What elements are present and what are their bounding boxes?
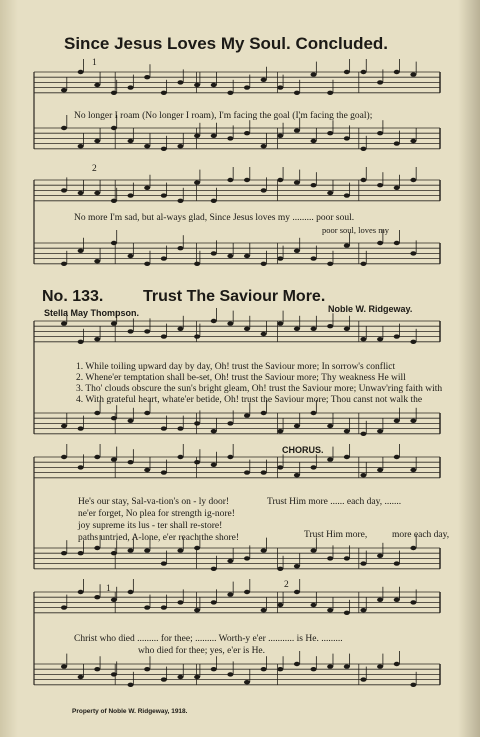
copyright-notice: Property of Noble W. Ridgeway, 1918. <box>72 708 188 715</box>
ending-1-marker: 1 <box>106 584 111 594</box>
final-bass-lyric-line: who died for thee; yes, e'er is He. <box>138 646 266 656</box>
chorus-lyric: Trust Him more ...... each day, ....... <box>267 497 402 507</box>
ending-2-marker: 2 <box>92 164 97 174</box>
lyric-line: poor soul, loves my <box>322 225 390 235</box>
verse-end-line: He's our stay, Sal-va-tion's on - ly door! <box>78 497 230 507</box>
verse-end-line: joy supreme its lus - ter shall re-store! <box>78 521 223 531</box>
verse-line: 1. While toiling upward day by day, Oh! trust the Saviour more; In sorrow's conflict <box>76 362 396 372</box>
ending-1-marker: 1 <box>92 58 97 68</box>
verse-line: 2. Whene'er temptation shall be-set, Oh! trust the Saviour more; Thy weakness He will <box>76 373 406 383</box>
chorus-bass-lyric: more each day, <box>392 530 450 540</box>
hymn-number: No. 133. <box>42 288 104 305</box>
verse-line: 3. Tho' clouds obscure the sun's bright gleam, Oh! trust the Saviour more; Unwav'ring faith with <box>76 384 443 394</box>
final-lyric-line: Christ who died ......... for thee; ......... Worth-y e'er ........... is He. ......... <box>74 634 343 644</box>
verse-end-line: ne'er forget, No plea for strength ig-nore! <box>78 509 235 519</box>
page-title: Since Jesus Loves My Soul. Concluded. <box>64 34 389 53</box>
lyric-line: No more I'm sad, but al-ways glad, Since Jesus loves my ......... poor soul. <box>74 213 355 223</box>
hymn-title: Trust The Saviour More. <box>143 288 326 305</box>
composer-credit: Noble W. Ridgeway. <box>328 304 413 314</box>
verse-line: 4. With grateful heart, whate'er betide, Oh! trust the Saviour more; Thou canst not walk the <box>76 395 423 405</box>
verse-end-line: paths untried, A-lone, e'er reach the shore! <box>78 533 240 543</box>
lyricist-credit: Stella May Thompson. <box>44 308 140 318</box>
chorus-label: CHORUS. <box>282 445 324 455</box>
lyric-line: No longer I roam (No longer I roam), I'm facing the goal (I'm facing the goal); <box>74 111 373 121</box>
ending-2-marker: 2 <box>284 580 289 590</box>
chorus-bass-lyric: Trust Him more, <box>304 530 368 540</box>
